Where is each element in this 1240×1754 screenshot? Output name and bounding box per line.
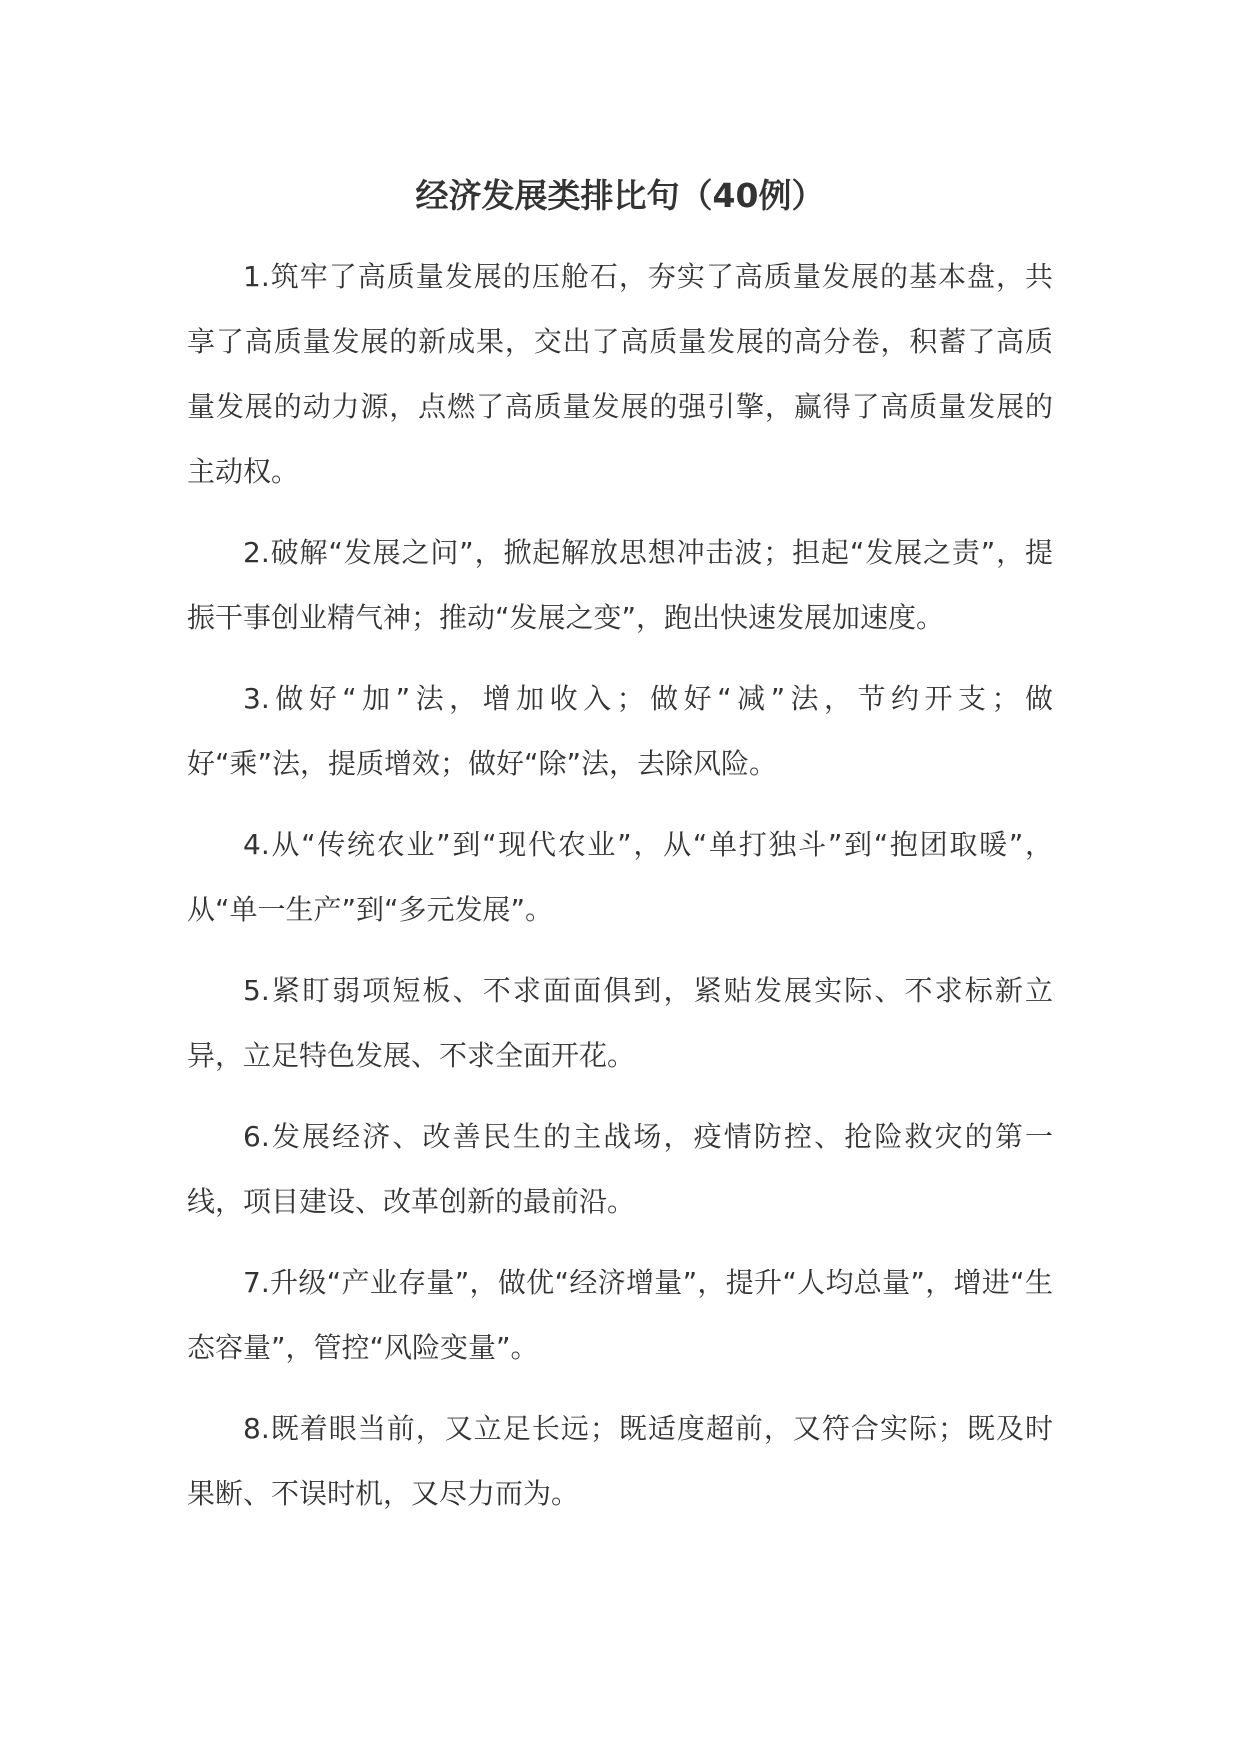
paragraph-4: 4.从“传统农业”到“现代农业”，从“单打独斗”到“抱团取暖”，从“单一生产”到“多元发展”。 [187, 828, 1053, 926]
document-title: 经济发展类排比句（40例） [415, 176, 825, 215]
paragraph-6: 6.发展经济、改善民生的主战场，疫情防控、抢险救灾的第一线，项目建设、改革创新的最前沿。 [187, 1120, 1053, 1218]
paragraph-5: 5.紧盯弱项短板、不求面面俱到，紧贴发展实际、不求标新立异，立足特色发展、不求全面开花。 [187, 974, 1053, 1072]
document-body [187, 244, 1053, 1542]
paragraph-3: 3.做好“加”法，增加收入；做好“减”法，节约开支；做好“乘”法，提质增效；做好“除”法，去除风险。 [187, 682, 1053, 780]
paragraph-7: 7.升级“产业存量”，做优“经济增量”，提升“人均总量”，增进“生态容量”，管控“风险变量”。 [187, 1266, 1053, 1364]
paragraph-8: 8.既着眼当前，又立足长远；既适度超前，又符合实际；既及时果断、不误时机，又尽力而为。 [187, 1412, 1053, 1510]
paragraph-1: 1.筑牢了高质量发展的压舱石，夯实了高质量发展的基本盘，共享了高质量发展的新成果，交出了高质量发展的高分卷，积蓄了高质量发展的动力源，点燃了高质量发展的强引擎，赢得了高质量发展的主动权。 [187, 260, 1053, 488]
paragraph-2: 2.破解“发展之问”，掀起解放思想冲击波；担起“发展之责”，提振干事创业精气神；推动“发展之变”，跑出快速发展加速度。 [187, 536, 1053, 634]
